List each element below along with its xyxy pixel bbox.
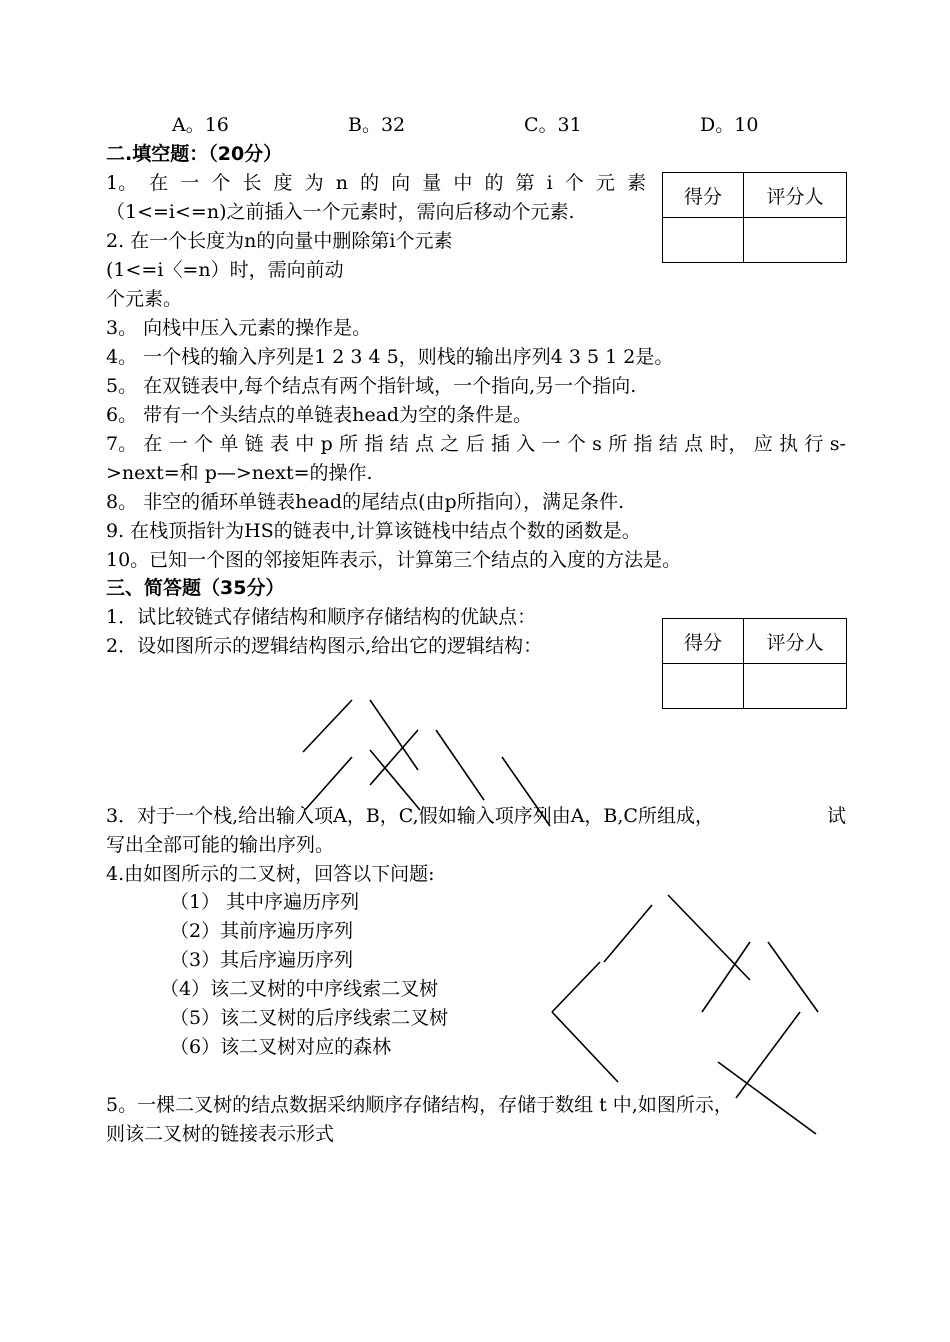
score-cell[interactable]	[663, 664, 744, 709]
text-word: 一	[168, 433, 188, 455]
text-word: s-	[829, 433, 846, 455]
edge-line	[436, 730, 484, 800]
choice-c: C。31	[524, 114, 582, 136]
fill-q1-line1	[106, 171, 646, 195]
fill-q10: 10。已知一个图的邻接矩阵表示，计算第三个结点的入度的方法是。	[106, 549, 682, 571]
choice-a: A。16	[172, 114, 229, 136]
text-word: 之	[440, 433, 460, 455]
score-cell[interactable]	[663, 218, 744, 263]
text-word: 在	[149, 172, 169, 194]
text-word: 长	[242, 172, 262, 194]
fill-q9: 9. 在栈顶指针为HS的链表中,计算该链栈中结点个数的函数是。	[106, 520, 641, 542]
tree-edge	[604, 905, 652, 962]
text-word: 指	[633, 433, 653, 455]
short-q4-item-5: （5）该二叉树的后序线索二叉树	[170, 1007, 449, 1029]
text-word: 结	[658, 433, 678, 455]
text-word: 单	[219, 433, 239, 455]
grader-label: 评分人	[744, 619, 847, 664]
text-word: 时，	[709, 433, 748, 455]
edge-line	[370, 750, 420, 810]
score-table-section2	[662, 172, 847, 263]
text-word: i	[546, 172, 553, 194]
text-word: 所	[608, 433, 628, 455]
tree-edge	[768, 942, 818, 1012]
fill-q1-line2: （1<=i<=n)之前插入一个元素时，需向后移动个元素.	[106, 201, 575, 223]
text-word: 个	[566, 433, 586, 455]
text-word: 中	[453, 172, 473, 194]
text-word: 中	[295, 433, 315, 455]
fill-q4: 4。 一个栈的输入序列是1 2 3 4 5，则栈的输出序列4 3 5 1 2是。	[106, 346, 674, 368]
text-word: 后	[465, 433, 485, 455]
text-word: 元	[595, 172, 615, 194]
short-q4-item-3: （3）其后序遍历序列	[170, 949, 354, 971]
choice-d: D。10	[700, 114, 759, 136]
text-word: 指	[364, 433, 384, 455]
text-word: 执	[779, 433, 799, 455]
short-q4-title: 4.由如图所示的二叉树，回答以下问题:	[106, 863, 435, 885]
fill-q2-line1: 2. 在一个长度为n的向量中删除第i个元素	[106, 230, 453, 252]
text-word: 点	[684, 433, 704, 455]
text-word: 入	[516, 433, 536, 455]
grader-label: 评分人	[744, 173, 847, 218]
tree-edge	[736, 1012, 800, 1098]
text-word: 插	[490, 433, 510, 455]
text-word: 7。	[106, 433, 138, 455]
edge-line	[370, 700, 418, 770]
short-q3-line1	[106, 804, 846, 828]
short-q2: 2．设如图所示的逻辑结构图示,给出它的逻辑结构：	[106, 635, 543, 657]
score-table-section3	[662, 618, 847, 709]
text-word: 个	[564, 172, 584, 194]
text-word: 结	[389, 433, 409, 455]
text-word: 所	[339, 433, 359, 455]
grader-cell[interactable]	[744, 218, 847, 263]
short-q4-item-1: （1） 其中序遍历序列	[170, 891, 360, 913]
tree-edge	[702, 942, 750, 1012]
fill-q7-line1	[106, 432, 846, 456]
text-word: 个	[194, 433, 214, 455]
tree-edge	[552, 1012, 618, 1082]
text-word: 的	[360, 172, 380, 194]
text-word: 度	[273, 172, 293, 194]
tree-edge	[668, 895, 750, 980]
short-q3-line2: 写出全部可能的输出序列。	[106, 834, 335, 856]
grader-cell[interactable]	[744, 664, 847, 709]
text-word: 链	[244, 433, 264, 455]
fill-q8: 8。 非空的循环单链表head的尾结点(由p所指向），满足条件.	[106, 491, 625, 513]
text-word: 素	[626, 172, 646, 194]
text-word: 应	[753, 433, 773, 455]
text-word: 一	[541, 433, 561, 455]
short-q4-item-2: （2）其前序遍历序列	[170, 920, 354, 942]
text-word: 点	[414, 433, 434, 455]
text-word: 量	[422, 172, 442, 194]
short-q5-line2: 则该二叉树的链接表示形式	[106, 1123, 335, 1145]
text-word: 为	[304, 172, 324, 194]
text-word: 在	[143, 433, 163, 455]
text-word: 试	[826, 805, 846, 827]
text-word: 的	[484, 172, 504, 194]
fill-q2-line2: (1<=i〈=n）时，需向前动	[106, 259, 344, 281]
edge-line	[305, 757, 352, 810]
edge-line	[370, 730, 418, 785]
short-q4-item-4: （4）该二叉树的中序线索二叉树	[160, 978, 439, 1000]
text-word: 个	[211, 172, 231, 194]
section2-heading: 二.填空题：（20分）	[106, 143, 283, 165]
text-word: 行	[804, 433, 824, 455]
score-label: 得分	[663, 619, 744, 664]
short-q1: 1．试比较链式存储结构和顺序存储结构的优缺点：	[106, 606, 537, 628]
text-word: s	[592, 433, 602, 455]
fill-q5: 5。 在双链表中,每个结点有两个指针域，一个指向,另一个指向.	[106, 375, 637, 397]
fill-q6: 6。 带有一个头结点的单链表head为空的条件是。	[106, 404, 533, 426]
score-label: 得分	[663, 173, 744, 218]
text-word: 一	[180, 172, 200, 194]
fill-q3: 3。 向栈中压入元素的操作是。	[106, 317, 372, 339]
text-word: 向	[391, 172, 411, 194]
edge-line	[303, 700, 352, 752]
text-word: p	[320, 433, 333, 455]
text-word: 第	[515, 172, 535, 194]
text-word: n	[335, 172, 348, 194]
choice-b: B。32	[348, 114, 406, 136]
short-q5-line1: 5。一棵二叉树的结点数据采纳顺序存储结构，存储于数组 t 中,如图所示，	[106, 1094, 733, 1116]
short-q4-item-6: （6）该二叉树对应的森林	[170, 1036, 392, 1058]
text-word: 3．对于一个栈,给出输入项A，B，C,假如输入项序列由A，B,C所组成，	[106, 805, 714, 827]
fill-q2-line3: 个元素。	[106, 288, 183, 310]
text-word: 表	[269, 433, 289, 455]
section3-heading: 三、简答题（35分）	[106, 577, 285, 599]
tree-edge	[552, 962, 600, 1012]
fill-q7-line2: >next=和 p—>next=的操作.	[106, 462, 373, 484]
text-word: 1。	[106, 172, 138, 194]
